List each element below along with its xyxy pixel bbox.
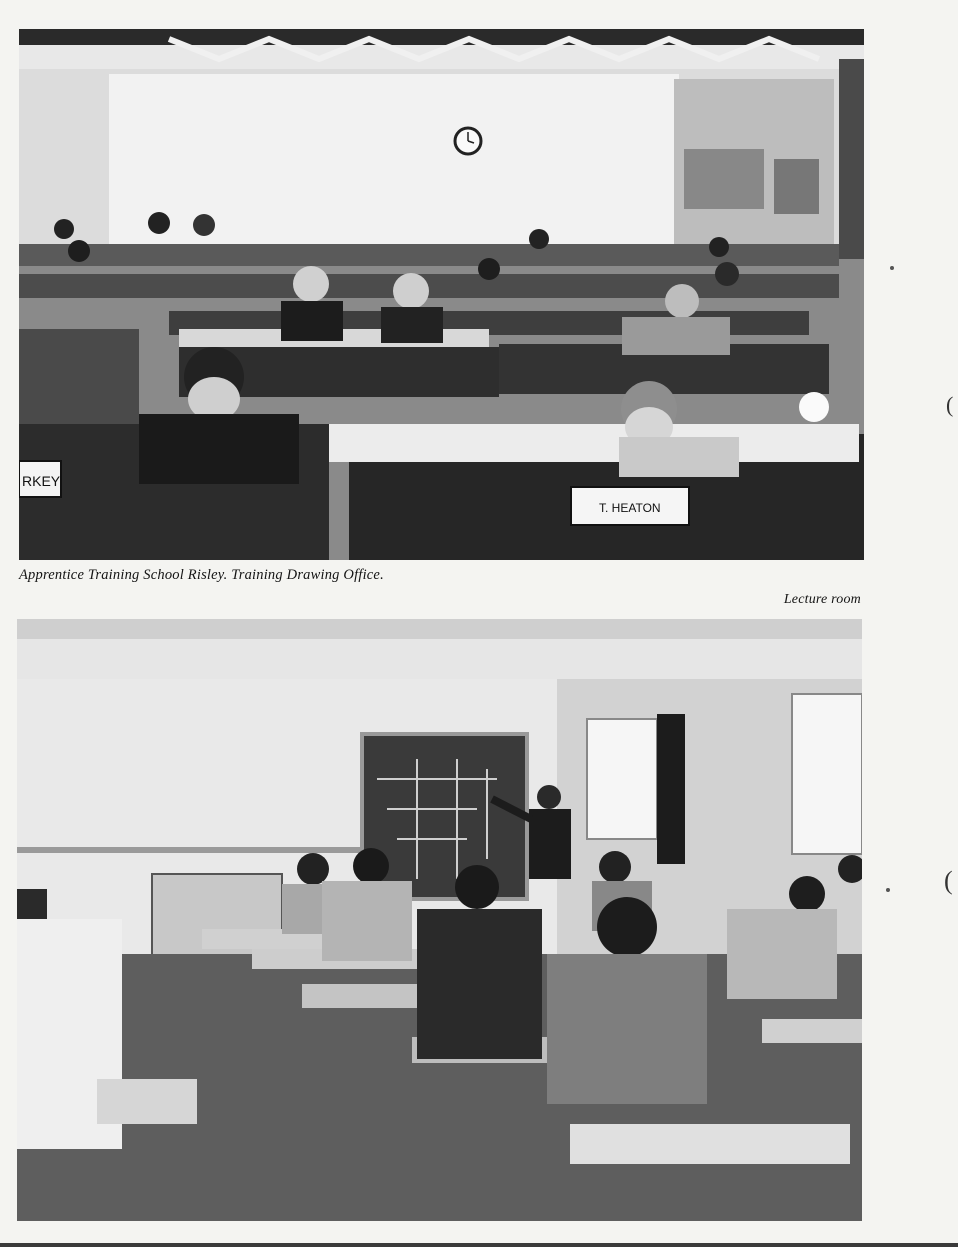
margin-dot (886, 888, 890, 892)
margin-mark: ( (944, 866, 953, 895)
margin-dot (890, 266, 894, 270)
margin-mark: ( (946, 392, 954, 417)
drawing-office-photo (19, 29, 864, 560)
scan-edge (0, 1243, 958, 1247)
lecture-room-illustration (17, 619, 862, 1221)
drawing-office-illustration (19, 29, 864, 560)
name-card-heaton: T. HEATON (599, 501, 661, 515)
lecture-room-photo (17, 619, 862, 1221)
drawing-office-caption: Apprentice Training School Risley. Training Drawing Office. (19, 567, 384, 583)
lecture-room-caption: Lecture room (783, 592, 861, 607)
name-card-left: RKEY (22, 473, 61, 489)
